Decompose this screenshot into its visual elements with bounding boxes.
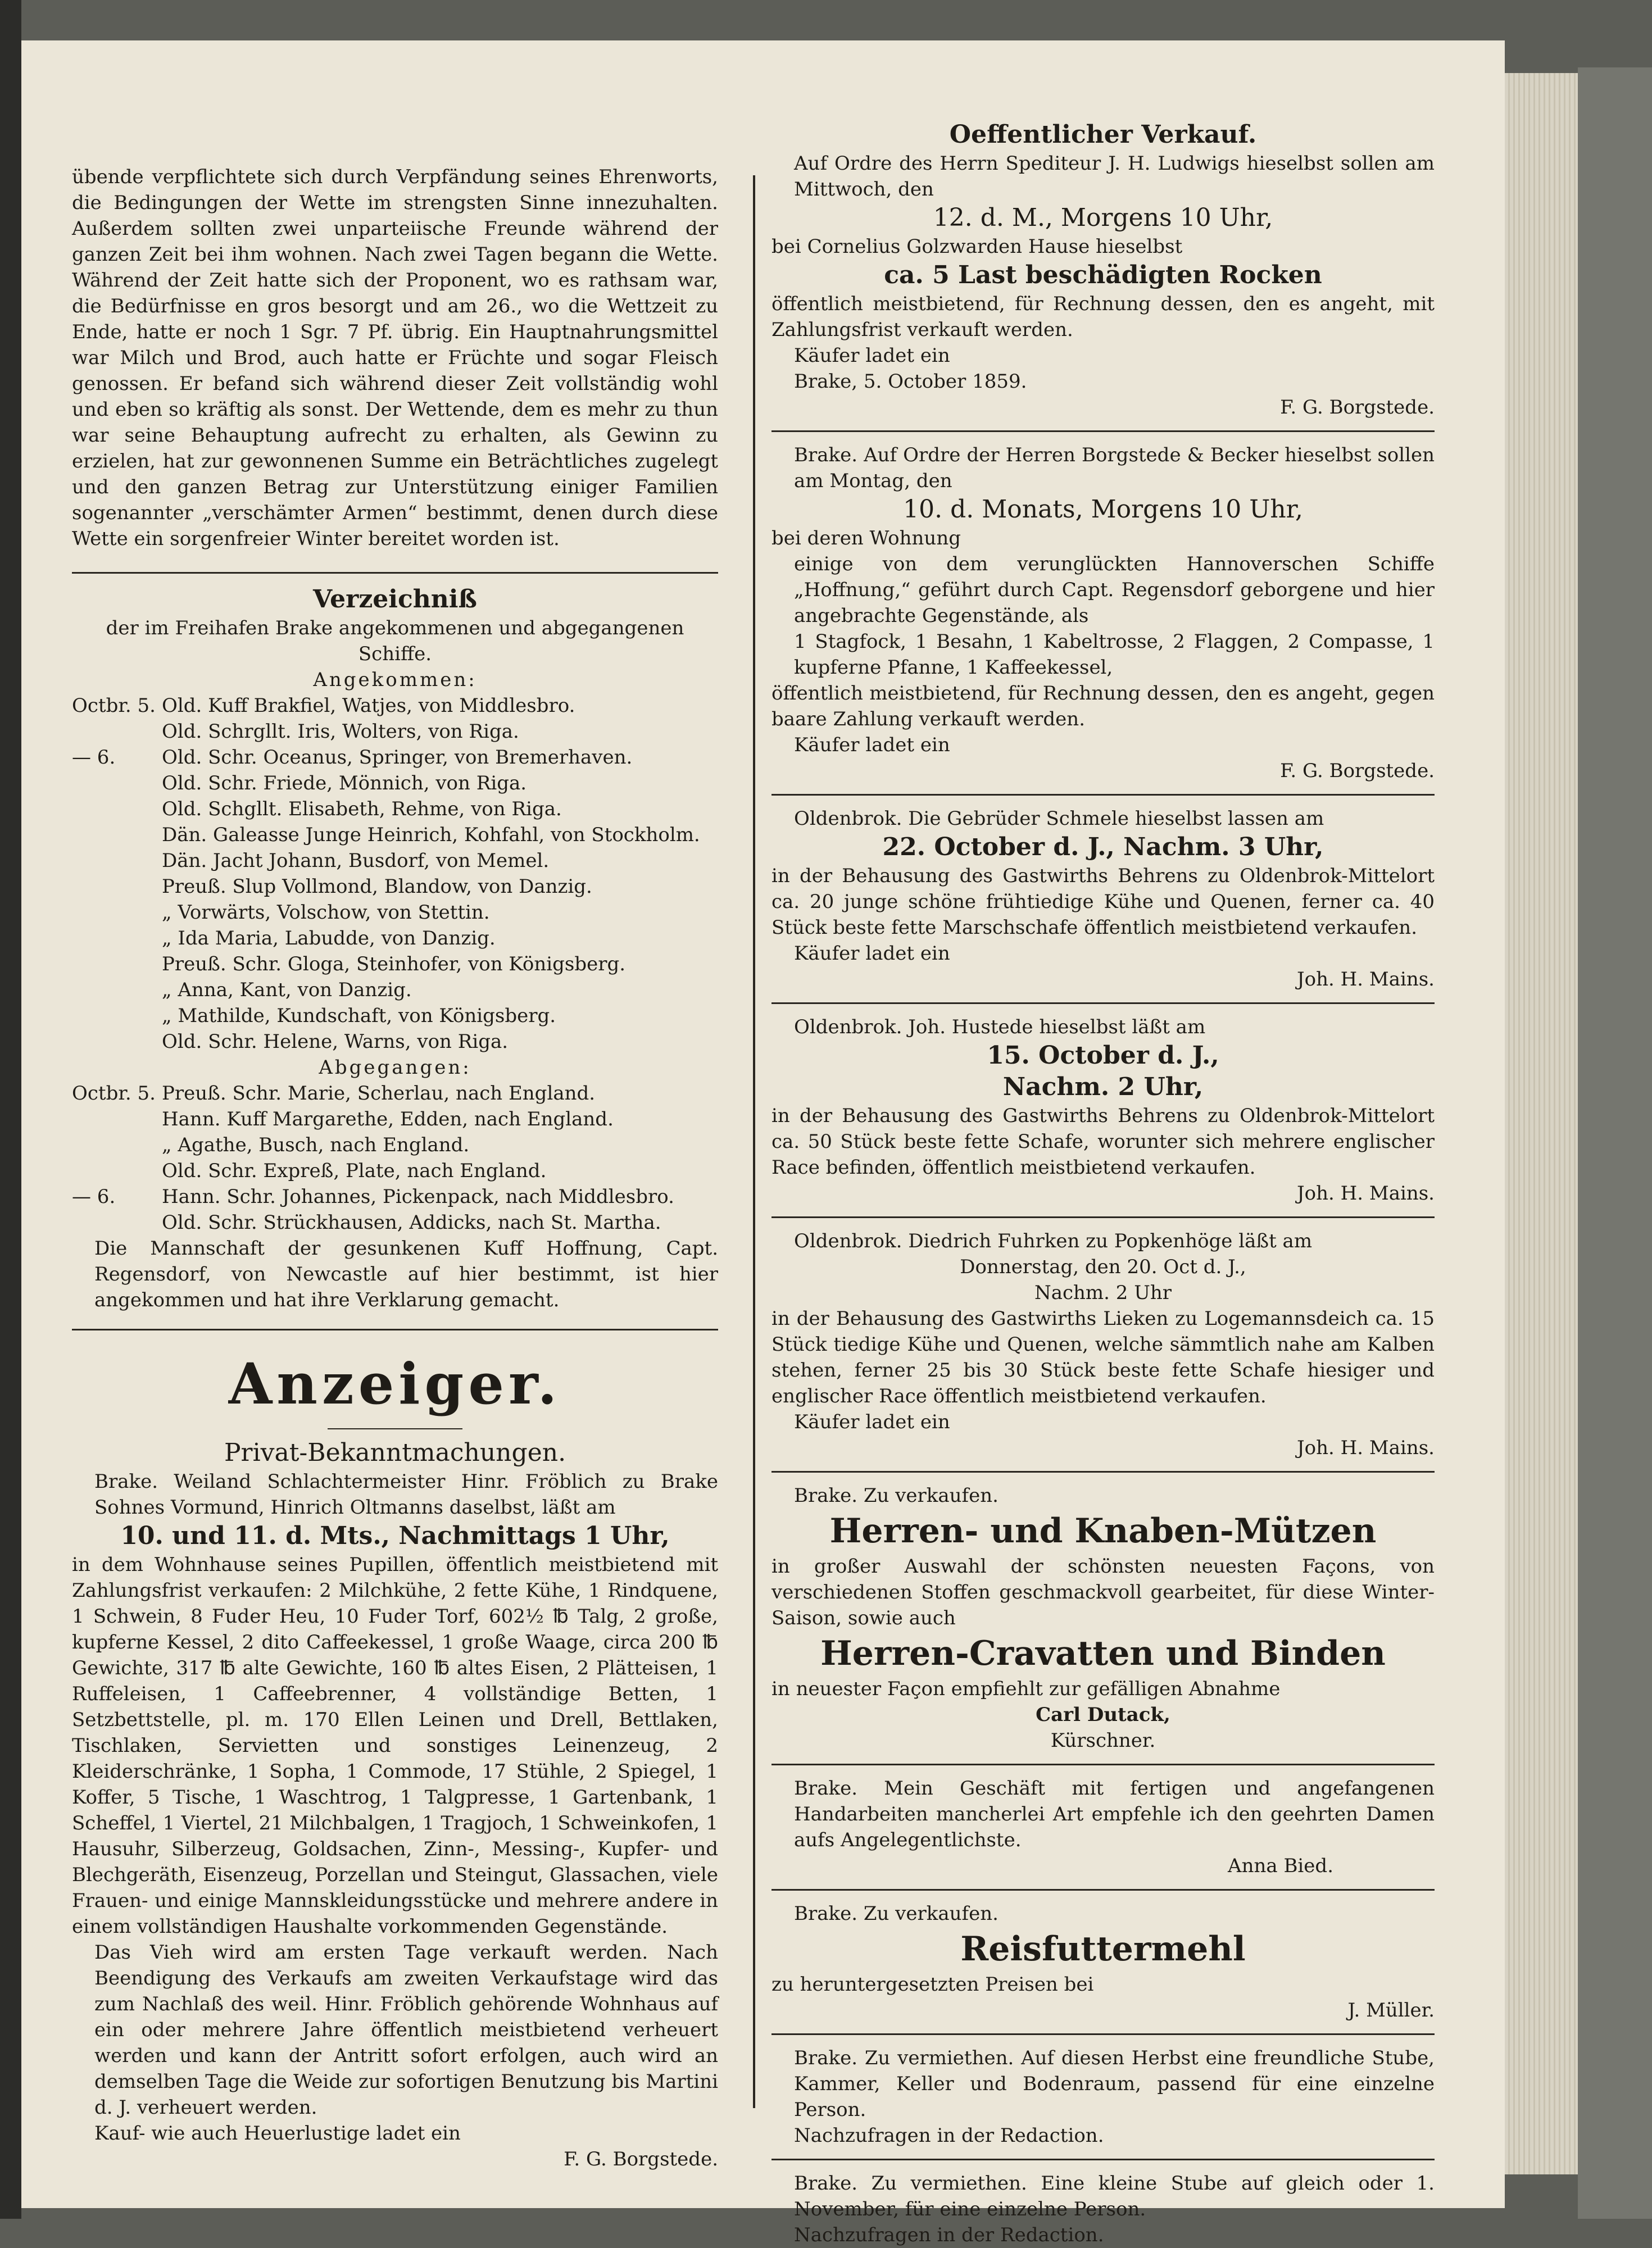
rule [771, 794, 1435, 796]
private-title: Privat-Bekanntmachungen. [224, 1438, 566, 1467]
rule [771, 1764, 1435, 1765]
a2-intro: Brake. Auf Ordre der Herren Borgstede & Becker hieselbst sollen am Montag, den [794, 444, 1435, 492]
ship-text: „ Ida Maria, Labudde, von Danzig. [162, 927, 496, 950]
a5-signature: Joh. H. Mains. [1297, 1437, 1435, 1459]
ship-date [72, 1132, 162, 1158]
ships-title: Verzeichniß [313, 585, 477, 614]
ship-entry [72, 693, 718, 719]
auction-date: 10. und 11. d. Mts., Nachmittags 1 Uhr, [120, 1522, 670, 1550]
ship-date [72, 796, 162, 822]
a1-date: 12. d. M., Morgens 10 Uhr, [933, 203, 1273, 232]
a2-body: einige von dem verunglückten Hannoverschen Schiffe „Hoffnung,“ geführt durch Capt. Regensdorf geborgene und hier angebrachte Gegenstände, als [794, 553, 1435, 627]
a6-headline-1: Herren- und Knaben-Mützen [829, 1511, 1377, 1551]
ship-text: „ Anna, Kant, von Danzig. [162, 979, 412, 1001]
auction-signature: F. G. Borgstede. [564, 2148, 718, 2170]
a1-intro: Auf Ordre des Herrn Spediteur J. H. Ludwigs hieselbst sollen am Mittwoch, den [794, 152, 1435, 201]
a6-role: Kürschner. [1050, 1729, 1156, 1752]
ship-entry [72, 770, 718, 796]
book-binding [1578, 67, 1652, 2219]
arrived-label: Angekommen: [313, 669, 477, 691]
a6-signature: Carl Dutack, [1036, 1704, 1170, 1726]
a7-body: Brake. Mein Geschäft mit fertigen und angefangenen Handarbeiten mancherlei Art empfehle ich den geehrten Damen aufs Angelegentlichste. [794, 1777, 1435, 1851]
left-column [72, 164, 718, 2172]
left-page-gutter [0, 0, 21, 2219]
a3-intro: Oldenbrok. Die Gebrüder Schmele hieselbst lassen am [794, 807, 1324, 830]
ship-text: Hann. Schr. Johannes, Pickenpack, nach Middlesbro. [162, 1186, 674, 1208]
auction-intro: Brake. Weiland Schlachtermeister Hinr. Fröblich zu Brake Sohnes Vormund, Hinrich Oltmanns daselbst, läßt am [94, 1470, 718, 1519]
a4-date: 15. October d. J., [987, 1041, 1219, 1070]
ship-date [72, 900, 162, 925]
a6-headline-2: Herren-Cravatten und Binden [820, 1634, 1386, 1673]
ship-date: Octbr. 5. [72, 1082, 156, 1105]
ship-text: Preuß. Schr. Gloga, Steinhofer, von Königsberg. [162, 953, 626, 975]
ship-text: Old. Schr. Friede, Mönnich, von Riga. [162, 772, 527, 794]
ship-date [72, 770, 162, 796]
a2-date: 10. d. Monats, Morgens 10 Uhr, [903, 495, 1303, 524]
ship-entry [72, 1158, 718, 1184]
a8-signature: J. Müller. [1347, 1999, 1435, 2022]
a1-body: öffentlich meistbietend, für Rechnung dessen, den es angeht, mit Zahlungsfrist verkauft werden. [771, 293, 1435, 341]
ship-text: Old. Schrgllt. Iris, Wolters, von Riga. [162, 720, 519, 743]
a4-intro: Oldenbrok. Joh. Hustede hieselbst läßt am [794, 1016, 1206, 1038]
ship-text: Old. Schr. Helene, Warns, von Riga. [162, 1030, 509, 1053]
page-edges [1505, 73, 1578, 2174]
ship-date [72, 848, 162, 874]
a7-signature: Anna Bied. [1228, 1855, 1333, 1877]
right-column [771, 119, 1435, 2248]
ship-entry [72, 1003, 718, 1029]
ship-entry [72, 1184, 718, 1210]
ship-date [72, 719, 162, 744]
crew-note: Die Mannschaft der gesunkenen Kuff Hoffnung, Capt. Regensdorf, von Newcastle auf hier bestimmt, ist hier angekommen und hat ihre Verklarung gemacht. [94, 1237, 718, 1311]
rule [771, 1002, 1435, 1004]
ship-entry [72, 744, 718, 770]
a10-note: Nachzufragen in der Redaction. [794, 2224, 1104, 2246]
a1-place: bei Cornelius Golzwarden Hause hieselbst [771, 235, 1183, 258]
ship-text: Preuß. Schr. Marie, Scherlau, nach England. [162, 1082, 596, 1105]
bet-paragraph: übende verpflichtete sich durch Verpfändung seines Ehrenworts, die Bedingungen der Wette im strengsten Sinne innezuhalten. Außerdem sollten zwei unparteiische Freunde während der ganzen Zeit bei ihm wohnen. Nach zwei Tagen begann die Wette. Während der Zeit hatte sich der Proponent, wo es rathsam war, die Bedürfnisse en gros besorgt und am 26., wo die Wettzeit zu Ende, hatte er noch 1 Sgr. 7 Pf. übrig. Ein Hauptnahrungsmittel war Milch und Brod, auch hatte er Früchte und sogar Fleisch genossen. Er befand sich während dieser Zeit vollständig wohl und eben so kräftig als sonst. Der Wettende, dem es mehr zu thun war seine Behauptung aufrecht zu erhalten, als Gewinn zu erzielen, hat zur gewonnenen Summe ein Beträchtliches zugelegt und den ganzen Betrag zur Unterstützung einiger Familien sogenannter „verschämter Armen“ bestimmt, denen durch diese Wette ein sorgenfreier Winter bereitet worden ist. [72, 166, 718, 550]
ship-entry [72, 1132, 718, 1158]
ship-text: „ Vorwärts, Volschow, von Stettin. [162, 901, 490, 924]
ship-entry [72, 900, 718, 925]
a3-date: 22. October d. J., Nachm. 3 Uhr, [882, 833, 1324, 861]
a9-body: Brake. Zu vermiethen. Auf diesen Herbst eine freundliche Stube, Kammer, Keller und Bodenraum, passend für eine einzelne Person. [794, 2047, 1435, 2121]
ship-date: Octbr. 5. [72, 694, 156, 717]
a6-body-2: in neuester Façon empfiehlt zur gefälligen Abnahme [771, 1678, 1281, 1700]
rule [771, 1216, 1435, 1218]
ship-text: Dän. Galeasse Junge Heinrich, Kohfahl, von Stockholm. [162, 824, 700, 846]
a4-time: Nachm. 2 Uhr, [1002, 1073, 1204, 1101]
ship-entry [72, 848, 718, 874]
ship-text: Old. Schgllt. Elisabeth, Rehme, von Riga. [162, 798, 562, 820]
newspaper-page [21, 40, 1505, 2246]
a5-intro: Oldenbrok. Diedrich Fuhrken zu Popkenhöge läßt am [794, 1230, 1313, 1252]
rule [771, 430, 1435, 432]
ship-text: Preuß. Slup Vollmond, Blandow, von Danzig. [162, 875, 592, 898]
ship-entry [72, 1210, 718, 1236]
ship-text: Hann. Kuff Margarethe, Edden, nach England. [162, 1108, 614, 1130]
departed-list [72, 1080, 718, 1236]
ship-date: — 6. [72, 1186, 116, 1208]
ship-date [72, 925, 162, 951]
ship-entry [72, 951, 718, 977]
a2-body-2: öffentlich meistbietend, für Rechnung dessen, den es angeht, gegen baare Zahlung verkauft werden. [771, 682, 1435, 730]
ship-text: Old. Schr. Strückhausen, Addicks, nach St. Martha. [162, 1211, 661, 1234]
rule [72, 1329, 718, 1330]
ship-date [72, 951, 162, 977]
ship-entry [72, 977, 718, 1003]
a9-note: Nachzufragen in der Redaction. [794, 2124, 1104, 2147]
departed-label: Abgegangen: [319, 1056, 471, 1079]
ship-entry [72, 719, 718, 744]
ship-date [72, 1106, 162, 1132]
ship-entry [72, 1080, 718, 1106]
auction-body-2: Das Vieh wird am ersten Tage verkauft werden. Nach Beendigung des Verkaufs am zweiten Verkaufstage wird das zum Nachlaß des weil. Hinr. Fröblich gehörende Wohnhaus auf ein oder mehrere Jahre öffentlich meistbietend verheuert werden und kann der Antritt sofort erfolgen, auch wird an demselben Tage die Weide zur sofortigen Benutzung bis Martini d. J. verheuert werden. [94, 1941, 718, 2119]
short-rule [328, 1428, 462, 1429]
a1-title: Oeffentlicher Verkauf. [949, 120, 1257, 149]
a2-buyers: Käufer ladet ein [794, 734, 950, 756]
ship-date [72, 874, 162, 900]
a8-body: zu heruntergesetzten Preisen bei [771, 1973, 1094, 1996]
a1-signature: F. G. Borgstede. [1280, 396, 1435, 419]
a3-signature: Joh. H. Mains. [1297, 968, 1435, 991]
ship-date [72, 1029, 162, 1055]
a6-lead: Brake. Zu verkaufen. [794, 1484, 999, 1507]
ship-entry [72, 796, 718, 822]
a3-buyers: Käufer ladet ein [794, 942, 950, 965]
ship-entry [72, 874, 718, 900]
a3-body: in der Behausung des Gastwirths Behrens zu Oldenbrok-Mittelort ca. 20 junge schöne frühtiedige Kühe und Quenen, ferner ca. 40 Stück beste fette Marschschafe öffentlich meistbietend verkaufen. [771, 865, 1435, 939]
a2-place: bei deren Wohnung [771, 527, 961, 549]
rule [771, 1889, 1435, 1891]
a5-time: Nachm. 2 Uhr [1034, 1282, 1172, 1304]
a10-body: Brake. Zu vermiethen. Eine kleine Stube auf gleich oder 1. November, für eine einzelne Person. [794, 2172, 1435, 2220]
arrived-list [72, 693, 718, 1055]
anzeiger-heading: Anzeiger. [228, 1351, 562, 1417]
ship-date [72, 822, 162, 848]
rule [771, 2033, 1435, 2035]
rule [771, 1471, 1435, 1473]
ship-entry [72, 925, 718, 951]
ship-date [72, 1158, 162, 1184]
auction-buyers: Kauf- wie auch Heuerlustige ladet ein [94, 2122, 461, 2145]
a6-body-1: in großer Auswahl der schönsten neuesten Façons, von verschiedenen Stoffen geschmackvoll gearbeitet, für diese Winter-Saison, sowie auch [771, 1555, 1435, 1629]
ship-text: „ Agathe, Busch, nach England. [162, 1134, 470, 1156]
a8-headline: Reisfuttermehl [960, 1929, 1246, 1969]
ship-date [72, 1003, 162, 1029]
a2-signature: F. G. Borgstede. [1280, 760, 1435, 782]
ship-entry [72, 1106, 718, 1132]
ship-entry [72, 1029, 718, 1055]
a1-item: ca. 5 Last beschädigten Rocken [884, 261, 1322, 289]
ship-text: Old. Kuff Brakfiel, Watjes, von Middlesbro. [162, 694, 575, 717]
a5-body: in der Behausung des Gastwirths Lieken zu Logemannsdeich ca. 15 Stück tiedige Kühe und Quenen, welche sämmtlich nahe am Kalben stehen, ferner 25 bis 30 Stück beste fette Schafe hiesiger und englischer Race öffentlich meistbietend verkaufen. [771, 1307, 1435, 1407]
auction-body: in dem Wohnhause seines Pupillen, öffentlich meistbietend mit Zahlungsfrist verkaufen: 2 Milchkühe, 2 fette Kühe, 1 Rindquene, 1 Schwein, 8 Fuder Heu, 10 Fuder Torf, 602½ ℔ Talg, 2 große, kupferne Kessel, 2 dito Caffeekessel, 1 große Waage, circa 200 ℔ Gewichte, 317 ℔ alte Gewichte, 160 ℔ altes Eisen, 2 Plätteisen, 1 Ruffeleisen, 1 Caffeebrenner, 4 vollständige Betten, 1 Setzbettstelle, pl. m. 170 Ellen Leinen und Drell, Bettlaken, Tischlaken, Servietten und sonstiges Leinenzeug, 2 Kleiderschränke, 1 Sopha, 1 Commode, 17 Stühle, 2 Spiegel, 1 Koffer, 5 Tische, 1 Waschtrog, 1 Talgpresse, 1 Gartenbank, 1 Scheffel, 1 Viertel, 21 Milchbalgen, 1 Tragjoch, 1 Schweinkofen, 1 Hausuhr, Silberzeug, Goldsachen, Zinn-, Messing-, Kupfer- und Blechgeräth, Eisenzeug, Porzellan und Steingut, Glassachen, viele Frauen- und einige Mannskleidungsstücke und mehrere andere in einem vollständigen Haushalte vorkommenden Gegenstände. [72, 1554, 718, 1938]
ship-text: „ Mathilde, Kundschaft, von Königsberg. [162, 1005, 556, 1027]
ships-subtitle: der im Freihafen Brake angekommenen und abgegangenen Schiffe. [106, 617, 684, 665]
ship-text: Old. Schr. Oceanus, Springer, von Bremerhaven. [162, 746, 633, 769]
rule [72, 572, 718, 574]
a8-lead: Brake. Zu verkaufen. [794, 1902, 999, 1925]
a5-date: Donnerstag, den 20. Oct d. J., [960, 1256, 1246, 1278]
rule [771, 2159, 1435, 2160]
ship-text: Dän. Jacht Johann, Busdorf, von Memel. [162, 850, 550, 872]
a4-body: in der Behausung des Gastwirths Behrens zu Oldenbrok-Mittelort ca. 50 Stück beste fette Schafe, worunter sich mehrere englischer Race befinden, öffentlich meistbietend verkaufen. [771, 1105, 1435, 1179]
ship-date [72, 1210, 162, 1236]
a5-buyers: Käufer ladet ein [794, 1411, 950, 1433]
a1-buyers: Käufer ladet ein [794, 344, 950, 367]
column-divider [753, 175, 755, 2108]
a1-dateline: Brake, 5. October 1859. [794, 370, 1027, 393]
ship-entry [72, 822, 718, 848]
ship-text: Old. Schr. Expreß, Plate, nach England. [162, 1160, 547, 1182]
a4-signature: Joh. H. Mains. [1297, 1182, 1435, 1205]
a2-items: 1 Stagfock, 1 Besahn, 1 Kabeltrosse, 2 Flaggen, 2 Compasse, 1 kupferne Pfanne, 1 Kaffeekessel, [794, 630, 1435, 679]
ship-date [72, 977, 162, 1003]
ship-date: — 6. [72, 746, 116, 769]
